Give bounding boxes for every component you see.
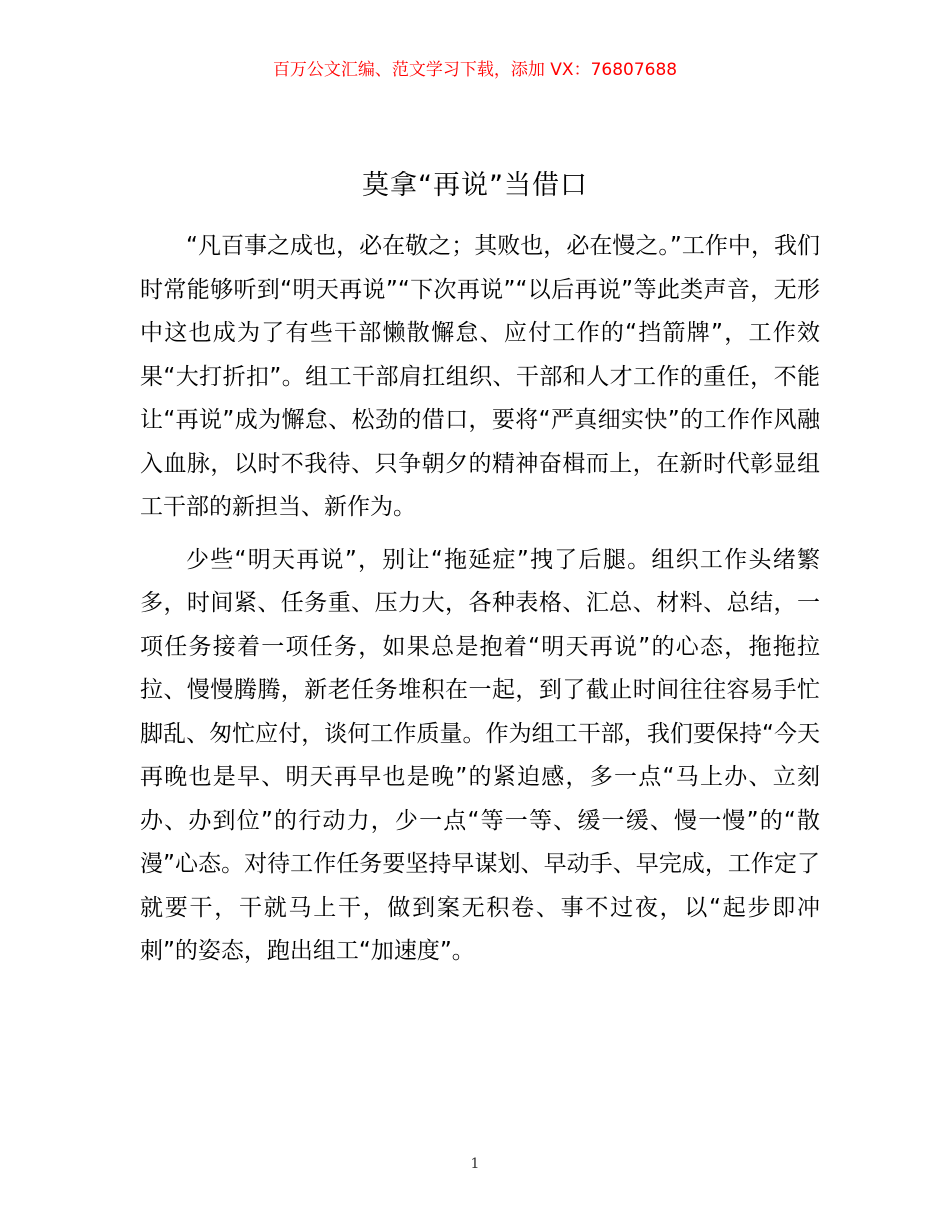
document-title: 莫拿“再说”当借口 bbox=[362, 170, 588, 201]
paragraph-2: 少些“明天再说”，别让“拖延症”拽了后腿。组织工作头绪繁多，时间紧、任务重、压力大，各种表格、汇总、材料、总结，一项任务接着一项任务，如果总是抱着“明天再说”的心态，拖拖拉拉、慢慢腾腾，新老任务堆积在一起，到了截止时间往往容易手忙脚乱、匆忙应付，谈何工作质量。作为组工干部，我们要保持“今天再晚也是早、明天再早也是晚”的紧迫感，多一点“马上办、立刻办、办到位”的行动力，少一点“等一等、缓一缓、慢一慢”的“散漫”心态。对待工作任务要坚持早谋划、早动手、早完成，工作定了就要干，干就马上干，做到案无积卷、事不过夜，以“起步即冲刺”的姿态，跑出组工“加速度”。 bbox=[140, 546, 820, 964]
page-number: 1 bbox=[470, 1156, 480, 1172]
paragraph-1: “凡百事之成也，必在敬之；其败也，必在慢之。”工作中，我们时常能够听到“明天再说”“下次再说”“以后再说”等此类声音，无形中这也成为了有些干部懒散懈怠、应付工作的“挡箭牌”，工作效果“大打折扣”。组工干部肩扛组织、干部和人才工作的重任，不能让“再说”成为懈怠、松劲的借口，要将“严真细实快”的工作作风融入血脉，以时不我待、只争朝夕的精神奋楫而上，在新时代彰显组工干部的新担当、新作为。 bbox=[140, 233, 820, 520]
document-body bbox=[140, 225, 820, 974]
header-banner: 百万公文汇编、范文学习下载，添加 VX：76807688 bbox=[272, 60, 678, 80]
